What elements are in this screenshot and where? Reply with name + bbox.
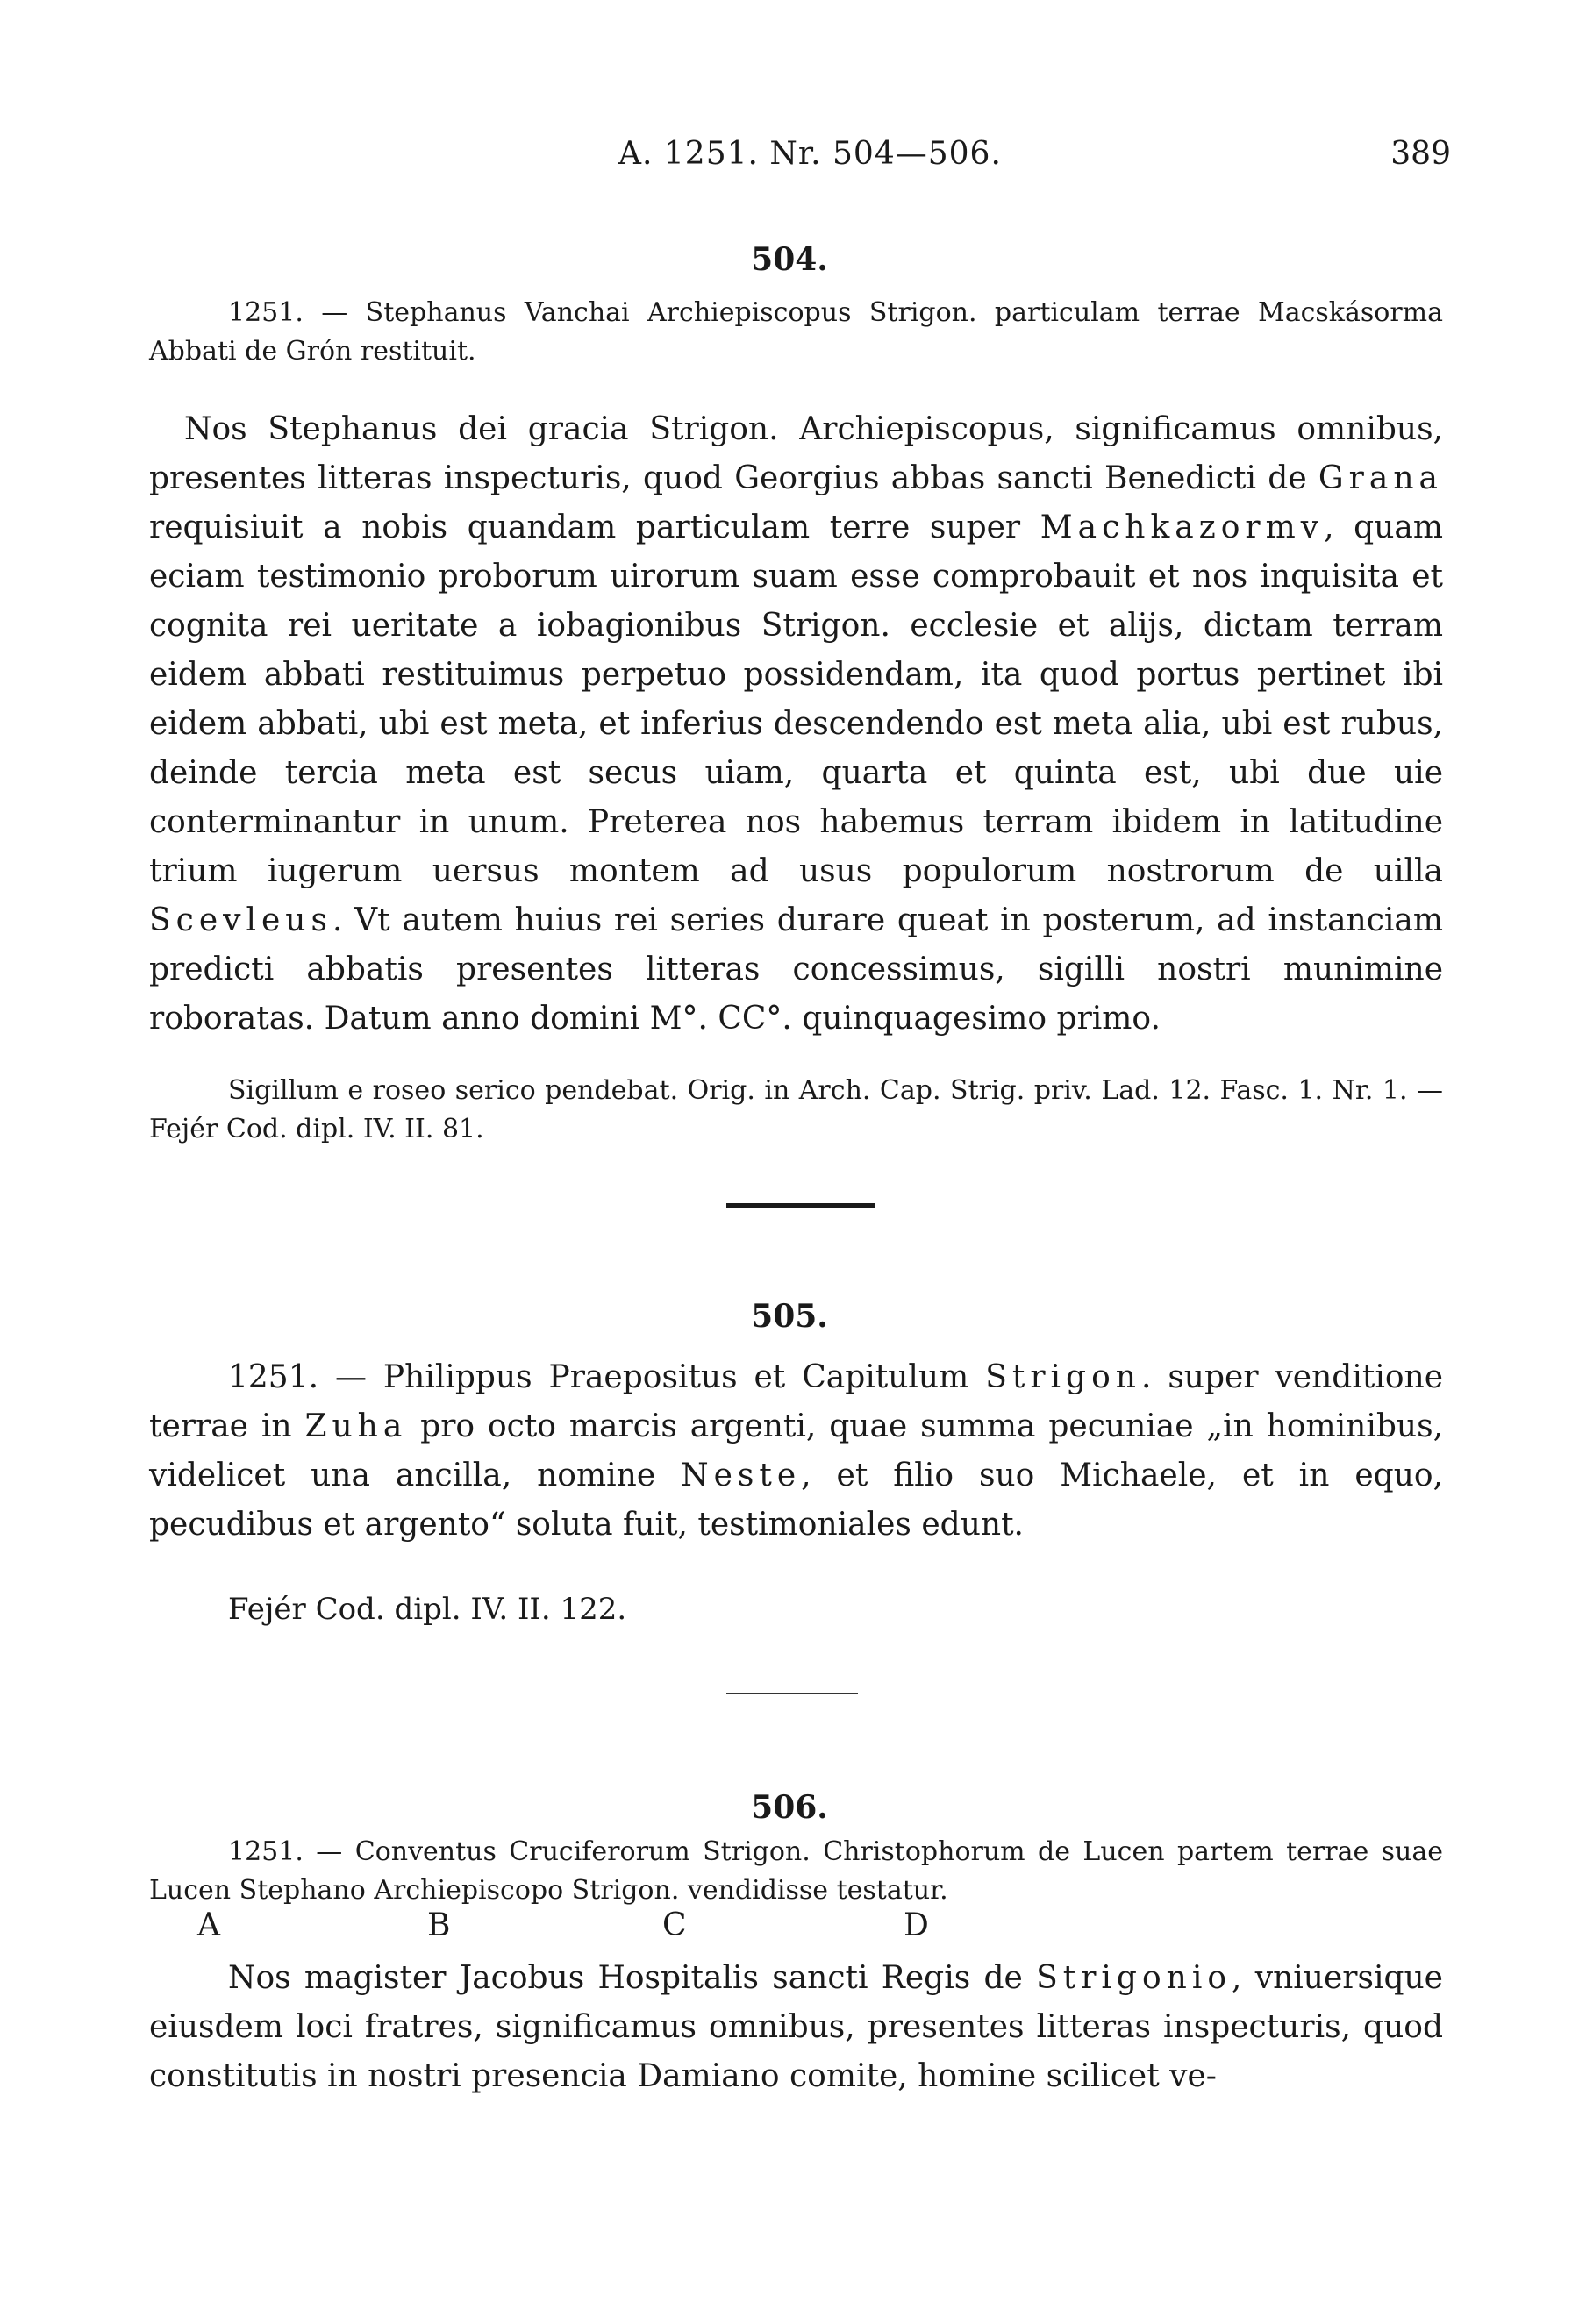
regest-504: 1251. — Stephanus Vanchai Archiepiscopus Strigon. particulam terrae Macskásorma Abbati de Grón restituit. — [149, 297, 1443, 367]
document-number-504: 504. — [751, 241, 828, 278]
running-head: A. 1251. Nr. 504—506. — [618, 136, 1002, 172]
place-name: Scevleus — [149, 902, 332, 938]
regest-506: 1251. — Conventus Cruciferorum Strigon. Christophorum de Lucen partem terrae suae Lucen Stephano Archiepiscopo Strigon. vendidisse testatur. — [149, 1836, 1443, 1906]
text-segment: , et filio suo Michaele, et in equo, pecudibus et argento“ soluta fuit, testimoniales edunt. — [149, 1458, 1443, 1543]
place-name: Machkazormv — [1040, 510, 1325, 545]
text-segment: . Vt autem huius rei series durare queat in posterum, ad instanciam predicti abbatis presentes litteras concessimus, sigilli nostri munimine roboratas. Datum anno domini M°. CC°. quinquagesimo primo. — [149, 902, 1443, 1037]
section-divider — [726, 1203, 875, 1208]
document-number-505: 505. — [751, 1298, 828, 1335]
place-name: Strigonio — [1036, 1960, 1232, 1996]
document-number-506: 506. — [751, 1789, 828, 1826]
regest-505 — [149, 1353, 1443, 1550]
place-name: Zuha — [304, 1408, 408, 1444]
page-number: 389 — [1390, 136, 1451, 172]
chirograph-letter: A — [197, 1907, 220, 1943]
chirograph-letter: B — [427, 1907, 451, 1943]
text-segment: pro octo marcis argenti, quae summa pecuniae „in hominibus, videlicet una ancilla, nomine — [149, 1408, 1444, 1493]
text-segment: 1251. — Philippus Praepositus et Capitulum — [228, 1359, 986, 1395]
text-segment: , quam eciam testimonio proborum uirorum suam esse comprobauit et nos inquisita et cognita rei ueritate a iobagionibus Strigon. ecclesie et alijs, dictam terram eidem abbati restituimus perpetuo possidendam, ita quod portus pertinet ibi eidem abbati, ubi est meta, et inferius descendendo est meta alia, ubi est rubus, deinde tercia meta est secus uiam, quarta et quinta est, ubi due uie conterminantur in unum. Preterea nos habemus terram ibidem in latitudine trium iugerum uersus montem ad usus populorum nostrorum de uilla — [149, 510, 1444, 889]
person-name: Neste — [681, 1458, 802, 1493]
source-note-505: Fejér Cod. dipl. IV. II. 122. — [228, 1592, 627, 1627]
source-note-504: Sigillum e roseo serico pendebat. Orig. in Arch. Cap. Strig. priv. Lad. 12. Fasc. 1. Nr. 1. — Fejér Cod. dipl. IV. II. 81. — [149, 1075, 1443, 1144]
text-segment: Nos Stephanus dei gracia Strigon. Archiepiscopus, significamus omnibus, presentes litteras inspecturis, quod Georgius abbas sancti Benedicti de — [149, 411, 1443, 496]
section-divider — [726, 1693, 858, 1694]
chirograph-letter: D — [904, 1907, 929, 1943]
charter-text-504 — [149, 405, 1443, 1044]
charter-text-506 — [149, 1954, 1443, 2101]
chirograph-letter: C — [662, 1907, 687, 1943]
text-segment: , vniuersique eiusdem loci fratres, significamus omnibus, presentes litteras inspecturis, quod constitutis in nostri presencia Damiano comite, homine scilicet ve- — [149, 1960, 1443, 2094]
place-name: Grana — [1318, 460, 1443, 496]
text-segment: . super venditione terrae in — [149, 1359, 1443, 1444]
text-segment: requisiuit a nobis quandam particulam terre super — [149, 510, 1040, 545]
text-segment: Nos magister Jacobus Hospitalis sancti Regis de — [228, 1960, 1037, 1996]
place-name: Strigon — [985, 1359, 1141, 1395]
